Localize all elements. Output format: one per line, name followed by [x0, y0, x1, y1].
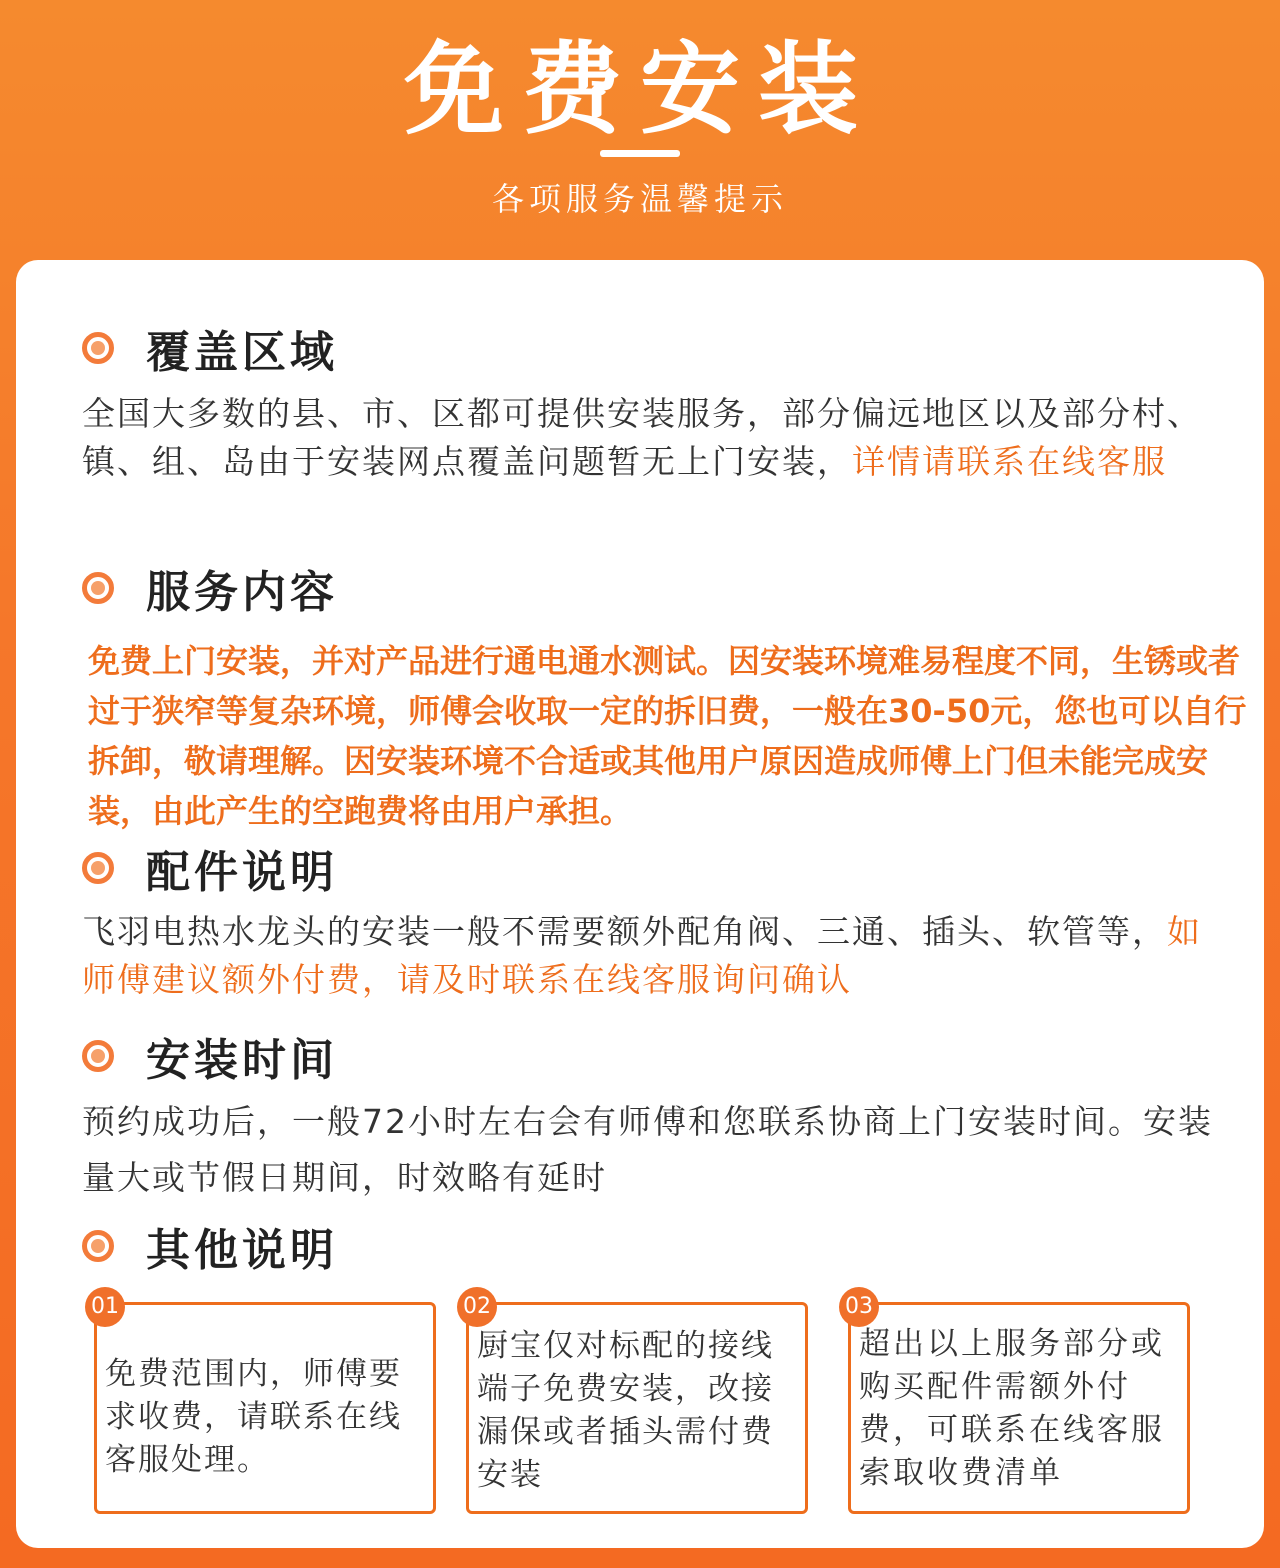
- note-box-2: [463, 1294, 808, 1514]
- other-title: 其他说明: [146, 1225, 338, 1276]
- parts-text: [82, 908, 1232, 1004]
- coverage-body: 全国大多数的县、市、区都可提供安装服务，部分偏远地区以及部分村、镇、组、岛由于安装网点覆盖问题暂无上门安装，: [82, 394, 1202, 481]
- service-text: 免费上门安装，并对产品进行通电通水测试。因安装环境难易程度不同，生锈或者过于狭窄等复杂环境，师傅会收取一定的拆旧费，一般在30-50元，您也可以自行拆卸，敬请理解。因安装环境不合适或其他用户原因造成师傅上门但未能完成安装，由此产生的空跑费将由用户承担。: [88, 642, 1247, 830]
- note-number-badge: 03: [839, 1287, 879, 1327]
- note-text: 超出以上服务部分或购买配件需额外付费，可联系在线客服索取收费清单: [859, 1326, 1165, 1491]
- parts-title: 配件说明: [146, 847, 338, 898]
- parts-body: 飞羽电热水龙头的安装一般不需要额外配角阀、三通、插头、软管等，: [82, 912, 1167, 951]
- page-subtitle: 各项服务温馨提示: [491, 180, 788, 218]
- service-heading: [82, 558, 338, 618]
- info-card: [16, 260, 1264, 1548]
- other-heading: [82, 1216, 338, 1276]
- ring-bullet-icon: [82, 1040, 114, 1072]
- time-heading: [82, 1026, 338, 1086]
- coverage-text: [82, 390, 1232, 486]
- time-text: 预约成功后，一般72小时左右会有师傅和您联系协商上门安装时间。安装量大或节假日期间，时效略有延时: [82, 1102, 1213, 1197]
- parts-heading: [82, 838, 338, 898]
- ring-bullet-icon: [82, 1230, 114, 1262]
- note-box-1: [91, 1294, 436, 1514]
- parts-contact-link[interactable]: 如师傅建议额外付费，请及时联系在线客服询问确认: [82, 912, 1202, 999]
- service-title: 服务内容: [146, 567, 338, 618]
- note-number-badge: 01: [85, 1287, 125, 1327]
- note-text: 免费范围内，师傅要求收费，请联系在线客服处理。: [105, 1356, 402, 1478]
- note-box-3: [845, 1294, 1190, 1514]
- ring-bullet-icon: [82, 852, 114, 884]
- page-title: 免费安装: [404, 31, 876, 148]
- title-divider: [600, 150, 680, 157]
- note-number-badge: 02: [457, 1287, 497, 1327]
- ring-bullet-icon: [82, 572, 114, 604]
- coverage-contact-link[interactable]: 详情请联系在线客服: [852, 442, 1167, 481]
- ring-bullet-icon: [82, 332, 114, 364]
- time-title: 安装时间: [146, 1035, 338, 1086]
- coverage-heading: [82, 318, 338, 378]
- note-text: 厨宝仅对标配的接线端子免费安装，改接漏保或者插头需付费安装: [477, 1328, 774, 1493]
- coverage-title: 覆盖区域: [146, 327, 338, 378]
